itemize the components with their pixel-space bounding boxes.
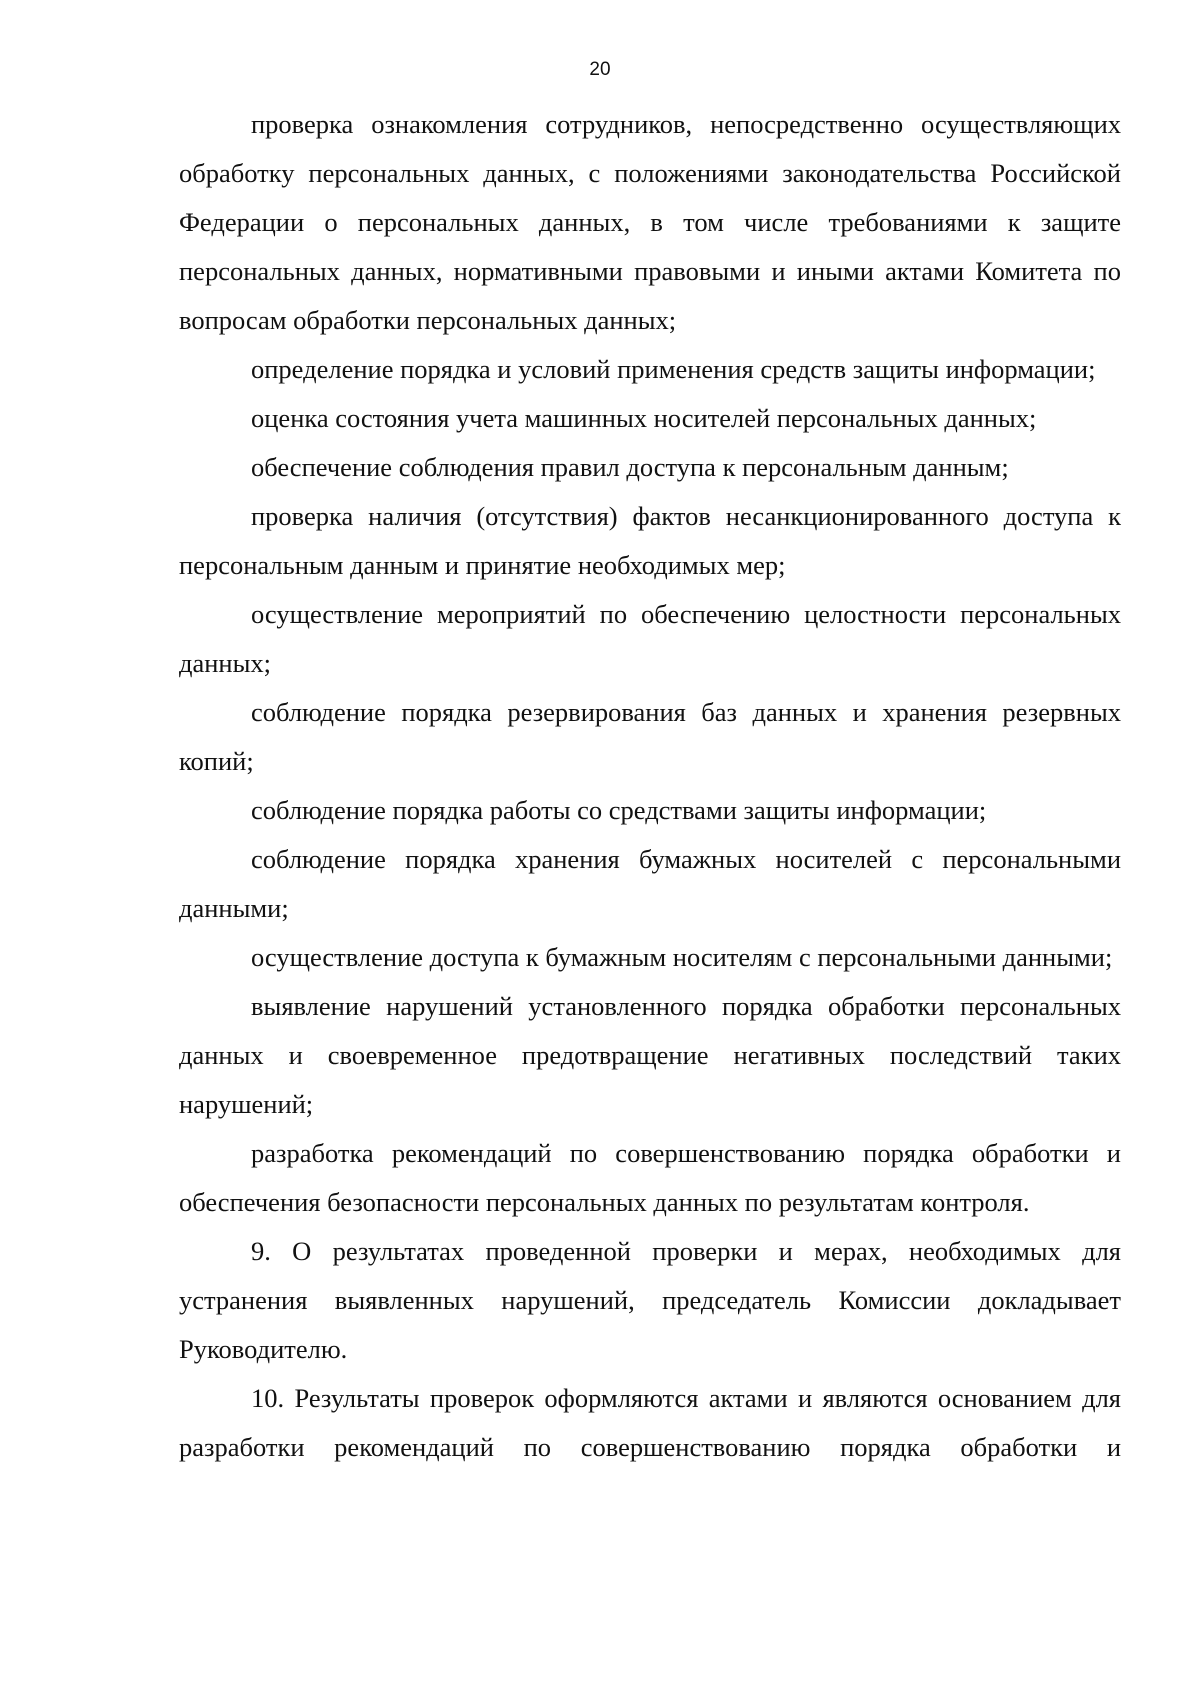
paragraph-media-accounting: оценка состояния учета машинных носителей персональных данных; — [251, 403, 1037, 433]
paragraph-item-10: 10. Результаты проверок оформляются актами и являются основанием для разработки рекомендаций по совершенствованию порядка обработки и — [179, 1383, 1121, 1462]
page-number: 20 — [589, 59, 611, 80]
document-body — [179, 100, 1121, 1472]
paragraph-data-integrity: осуществление мероприятий по обеспечению целостности персональных данных; — [179, 599, 1121, 678]
paragraph-unauthorized-access-check: проверка наличия (отсутствия) фактов несанкционированного доступа к персональным данным и принятие необходимых мер; — [179, 501, 1121, 580]
paragraph-violations-detection: выявление нарушений установленного порядка обработки персональных данных и своевременное предотвращение негативных последствий таких нарушений; — [179, 991, 1121, 1119]
paragraph-backup-order: соблюдение порядка резервирования баз данных и хранения резервных копий; — [179, 697, 1121, 776]
paragraph-protection-means-work: соблюдение порядка работы со средствами защиты информации; — [251, 795, 987, 825]
paragraph-paper-storage: соблюдение порядка хранения бумажных носителей с персональными данными; — [179, 844, 1121, 923]
paragraph-recommendations: разработка рекомендаций по совершенствованию порядка обработки и обеспечения безопасности персональных данных по результатам контроля. — [179, 1138, 1121, 1217]
paragraph-familiarization-check: проверка ознакомления сотрудников, непосредственно осуществляющих обработку персональных данных, с положениями законодательства Российской Федерации о персональных данных, в том числе требованиями к защите персональных данных, нормативными правовыми и иными актами Комитета по вопросам обработки персональных данных; — [179, 109, 1121, 335]
paragraph-item-9: 9. О результатах проведенной проверки и мерах, необходимых для устранения выявленных нарушений, председатель Комиссии докладывает Руководителю. — [179, 1236, 1121, 1364]
paragraph-access-rules: обеспечение соблюдения правил доступа к персональным данным; — [251, 452, 1009, 482]
paragraph-protection-means-order: определение порядка и условий применения средств защиты информации; — [251, 354, 1096, 384]
paragraph-paper-access: осуществление доступа к бумажным носителям с персональными данными; — [251, 942, 1113, 972]
